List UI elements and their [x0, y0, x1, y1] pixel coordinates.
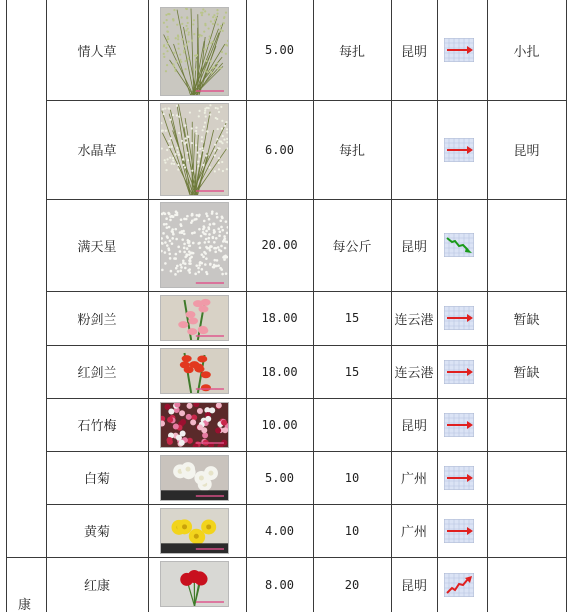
- flower-photo: [160, 295, 229, 341]
- flower-photo: [160, 348, 229, 394]
- trend-flat-icon[interactable]: [444, 138, 474, 162]
- unit-label: 20: [313, 557, 391, 612]
- price-value: 18.00: [246, 345, 313, 398]
- price-value: 20.00: [246, 199, 313, 291]
- remark-label: [487, 557, 566, 612]
- price-value: 5.00: [246, 0, 313, 100]
- remark-label: [487, 398, 566, 451]
- remark-label: [487, 451, 566, 504]
- origin-label: 广州: [391, 451, 437, 504]
- price-value: 6.00: [246, 100, 313, 199]
- flower-photo: [160, 103, 229, 196]
- remark-label: 小扎: [487, 0, 566, 100]
- unit-label: 15: [313, 291, 391, 345]
- flower-name: 黄菊: [46, 504, 148, 557]
- trend-down-icon[interactable]: [444, 233, 474, 257]
- price-value: 5.00: [246, 451, 313, 504]
- grid-vline: [6, 0, 7, 612]
- remark-label: [487, 199, 566, 291]
- unit-label: 10: [313, 451, 391, 504]
- trend-up-icon[interactable]: [444, 573, 474, 597]
- unit-label: 15: [313, 345, 391, 398]
- trend-flat-icon[interactable]: [444, 466, 474, 490]
- price-value: 4.00: [246, 504, 313, 557]
- flower-photo: [160, 402, 229, 448]
- flower-name: 白菊: [46, 451, 148, 504]
- origin-label: 连云港: [391, 291, 437, 345]
- origin-label: 昆明: [391, 398, 437, 451]
- flower-photo: [160, 7, 229, 96]
- trend-flat-icon[interactable]: [444, 306, 474, 330]
- remark-label: 暂缺: [487, 291, 566, 345]
- flower-name: 红康: [46, 557, 148, 612]
- grid-hline: [6, 557, 46, 558]
- origin-label: 昆明: [391, 0, 437, 100]
- unit-label: 10: [313, 504, 391, 557]
- remark-label: [487, 504, 566, 557]
- flower-photo: [160, 561, 229, 607]
- unit-label: 每扎: [313, 0, 391, 100]
- origin-label: 昆明: [391, 557, 437, 612]
- origin-label: 昆明: [391, 199, 437, 291]
- flower-photo: [160, 455, 229, 501]
- flower-name: 粉剑兰: [46, 291, 148, 345]
- remark-label: 昆明: [487, 100, 566, 199]
- flower-photo: [160, 202, 229, 288]
- trend-flat-icon[interactable]: [444, 360, 474, 384]
- flower-name: 情人草: [46, 0, 148, 100]
- trend-flat-icon[interactable]: [444, 413, 474, 437]
- grid-vline: [566, 0, 567, 612]
- trend-flat-icon[interactable]: [444, 38, 474, 62]
- category-label: 康: [18, 594, 31, 613]
- price-value: 8.00: [246, 557, 313, 612]
- origin-label: 连云港: [391, 345, 437, 398]
- price-value: 18.00: [246, 291, 313, 345]
- unit-label: [313, 398, 391, 451]
- origin-label: 广州: [391, 504, 437, 557]
- origin-label: [391, 100, 437, 199]
- flower-name: 满天星: [46, 199, 148, 291]
- flower-name: 红剑兰: [46, 345, 148, 398]
- grid-vline: [437, 0, 438, 612]
- unit-label: 每公斤: [313, 199, 391, 291]
- flower-photo: [160, 508, 229, 554]
- trend-flat-icon[interactable]: [444, 519, 474, 543]
- remark-label: 暂缺: [487, 345, 566, 398]
- flower-name: 水晶草: [46, 100, 148, 199]
- grid-vline: [148, 0, 149, 612]
- price-value: 10.00: [246, 398, 313, 451]
- flower-name: 石竹梅: [46, 398, 148, 451]
- unit-label: 每扎: [313, 100, 391, 199]
